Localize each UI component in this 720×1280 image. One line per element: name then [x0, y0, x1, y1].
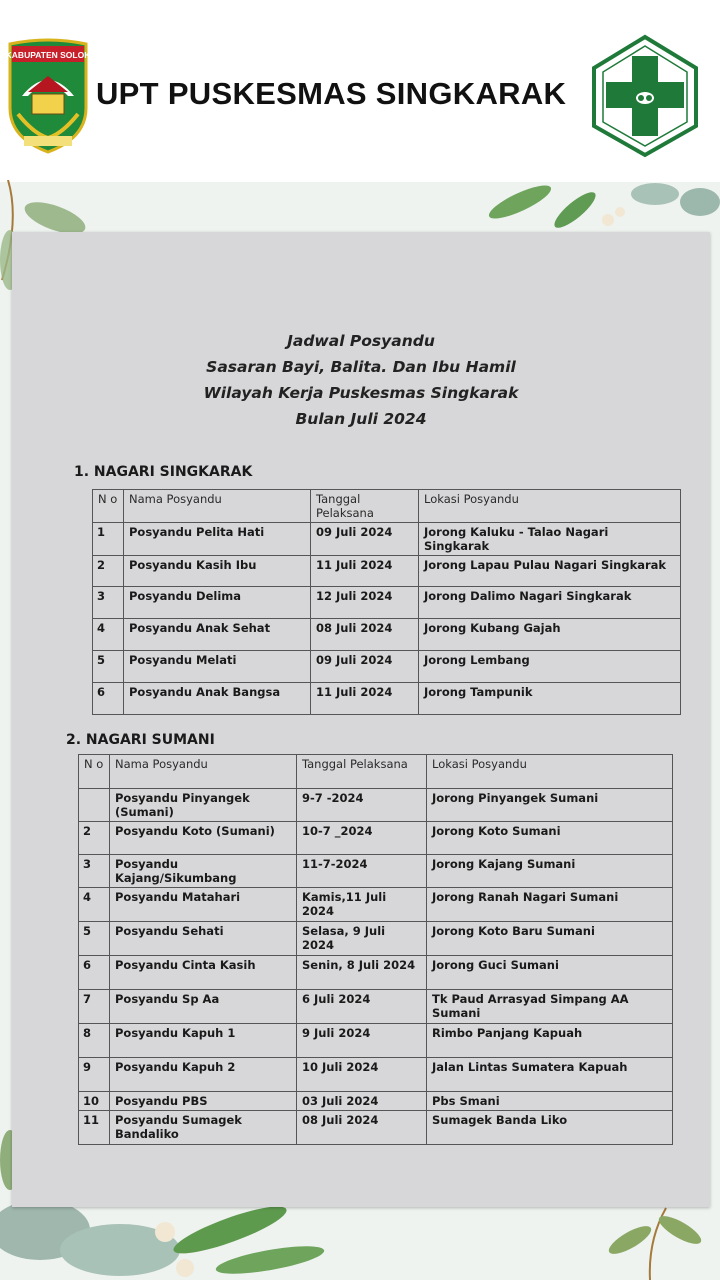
- schedule-date: 6 Juli 2024: [297, 990, 427, 1024]
- schedule-date: 11-7-2024: [297, 855, 427, 888]
- leaf-decoration-bottom-right-icon: [570, 1200, 720, 1280]
- title-line: Bulan Juli 2024: [295, 410, 427, 428]
- row-number: 3: [93, 587, 124, 619]
- table-header-row: [93, 490, 681, 523]
- schedule-date: Senin, 8 Juli 2024: [297, 956, 427, 990]
- posyandu-name: Posyandu Sehati: [110, 922, 297, 956]
- posyandu-name: Posyandu Delima: [124, 587, 311, 619]
- posyandu-location: Jorong Ranah Nagari Sumani: [427, 888, 673, 922]
- table-row: [79, 956, 673, 990]
- column-header-no: N o: [79, 755, 110, 789]
- column-header-name: Nama Posyandu: [110, 755, 297, 789]
- schedule-paper: [12, 232, 710, 1207]
- column-header-location: Lokasi Posyandu: [427, 755, 673, 789]
- posyandu-name: Posyandu Sumagek Bandaliko: [110, 1111, 297, 1145]
- table-row: [93, 556, 681, 587]
- row-number: 8: [79, 1024, 110, 1058]
- row-number: 3: [79, 855, 110, 888]
- posyandu-location: Jorong Dalimo Nagari Singkarak: [419, 587, 681, 619]
- kabupaten-solok-emblem-icon: [4, 38, 92, 154]
- header-banner: [0, 0, 720, 182]
- posyandu-name: Posyandu Anak Bangsa: [124, 683, 311, 715]
- posyandu-location: Jalan Lintas Sumatera Kapuah: [427, 1058, 673, 1092]
- posyandu-name: Posyandu Cinta Kasih: [110, 956, 297, 990]
- posyandu-name: Posyandu Koto (Sumani): [110, 822, 297, 855]
- row-number: 4: [79, 888, 110, 922]
- table-row: [79, 1111, 673, 1145]
- posyandu-location: Sumagek Banda Liko: [427, 1111, 673, 1145]
- posyandu-name: Posyandu Anak Sehat: [124, 619, 311, 651]
- title-line: Wilayah Kerja Puskesmas Singkarak: [203, 384, 519, 402]
- posyandu-name: Posyandu Kajang/Sikumbang: [110, 855, 297, 888]
- column-header-no: N o: [93, 490, 124, 523]
- schedule-table-singkarak: [92, 489, 681, 715]
- column-header-location: Lokasi Posyandu: [419, 490, 681, 523]
- posyandu-name: Posyandu Kapuh 1: [110, 1024, 297, 1058]
- schedule-date: Kamis,11 Juli 2024: [297, 888, 427, 922]
- table-row: [79, 855, 673, 888]
- schedule-date: Selasa, 9 Juli 2024: [297, 922, 427, 956]
- row-number: 1: [93, 523, 124, 556]
- section-heading-sumani: 2. NAGARI SUMANI: [66, 732, 215, 748]
- posyandu-name: Posyandu Sp Aa: [110, 990, 297, 1024]
- schedule-date: 03 Juli 2024: [297, 1092, 427, 1111]
- column-header-date: Tanggal Pelaksana: [297, 755, 427, 789]
- column-header-name: Nama Posyandu: [124, 490, 311, 523]
- table-row: [79, 789, 673, 822]
- row-number: 11: [79, 1111, 110, 1145]
- table-row: [93, 587, 681, 619]
- row-number: 7: [79, 990, 110, 1024]
- row-number: 2: [79, 822, 110, 855]
- posyandu-location: Jorong Kaluku - Talao Nagari Singkarak: [419, 523, 681, 556]
- puskesmas-cross-icon: [590, 34, 700, 158]
- row-number: 5: [93, 651, 124, 683]
- posyandu-location: Jorong Koto Baru Sumani: [427, 922, 673, 956]
- table-row: [93, 619, 681, 651]
- posyandu-location: Jorong Lapau Pulau Nagari Singkarak: [419, 556, 681, 587]
- posyandu-name: Posyandu Melati: [124, 651, 311, 683]
- row-number: 9: [79, 1058, 110, 1092]
- posyandu-location: Jorong Kubang Gajah: [419, 619, 681, 651]
- schedule-date: 10 Juli 2024: [297, 1058, 427, 1092]
- table-row: [79, 822, 673, 855]
- posyandu-name: Posyandu Kasih Ibu: [124, 556, 311, 587]
- posyandu-name: Posyandu Kapuh 2: [110, 1058, 297, 1092]
- row-number: 5: [79, 922, 110, 956]
- schedule-date: 08 Juli 2024: [311, 619, 419, 651]
- schedule-date: 09 Juli 2024: [311, 523, 419, 556]
- posyandu-location: Jorong Kajang Sumani: [427, 855, 673, 888]
- row-number: 10: [79, 1092, 110, 1111]
- posyandu-location: Jorong Pinyangek Sumani: [427, 789, 673, 822]
- posyandu-name: Posyandu Pelita Hati: [124, 523, 311, 556]
- table-row: [79, 990, 673, 1024]
- schedule-date: 08 Juli 2024: [297, 1111, 427, 1145]
- posyandu-location: Jorong Guci Sumani: [427, 956, 673, 990]
- posyandu-name: Posyandu Matahari: [110, 888, 297, 922]
- section-heading-singkarak: 1. NAGARI SINGKARAK: [74, 464, 253, 480]
- schedule-date: 09 Juli 2024: [311, 651, 419, 683]
- row-number: 2: [93, 556, 124, 587]
- schedule-date: 11 Juli 2024: [311, 683, 419, 715]
- title-line: Sasaran Bayi, Balita. Dan Ibu Hamil: [206, 358, 516, 376]
- table-row: [79, 888, 673, 922]
- posyandu-location: Jorong Tampunik: [419, 683, 681, 715]
- row-number: 6: [93, 683, 124, 715]
- table-row: [79, 1024, 673, 1058]
- document-title: [12, 328, 710, 432]
- posyandu-location: Rimbo Panjang Kapuah: [427, 1024, 673, 1058]
- posyandu-location: Jorong Lembang: [419, 651, 681, 683]
- table-row: [79, 922, 673, 956]
- posyandu-location: Pbs Smani: [427, 1092, 673, 1111]
- schedule-date: 9-7 -2024: [297, 789, 427, 822]
- table-row: [79, 1092, 673, 1111]
- schedule-table-sumani: [78, 754, 673, 1145]
- table-row: [93, 683, 681, 715]
- table-row: [93, 523, 681, 556]
- posyandu-location: Tk Paud Arrasyad Simpang AA Sumani: [427, 990, 673, 1024]
- column-header-date: Tanggal Pelaksana: [311, 490, 419, 523]
- schedule-date: 9 Juli 2024: [297, 1024, 427, 1058]
- row-number: [79, 789, 110, 822]
- posyandu-name: Posyandu PBS: [110, 1092, 297, 1111]
- posyandu-name: Posyandu Pinyangek (Sumani): [110, 789, 297, 822]
- row-number: 6: [79, 956, 110, 990]
- row-number: 4: [93, 619, 124, 651]
- schedule-date: 10-7 _2024: [297, 822, 427, 855]
- schedule-date: 12 Juli 2024: [311, 587, 419, 619]
- schedule-date: 11 Juli 2024: [311, 556, 419, 587]
- table-row: [79, 1058, 673, 1092]
- header-title: UPT PUSKESMAS SINGKARAK: [96, 76, 567, 111]
- posyandu-location: Jorong Koto Sumani: [427, 822, 673, 855]
- table-header-row: [79, 755, 673, 789]
- table-row: [93, 651, 681, 683]
- title-line: Jadwal Posyandu: [287, 332, 435, 350]
- emblem-text: KABUPATEN SOLOK: [5, 50, 91, 60]
